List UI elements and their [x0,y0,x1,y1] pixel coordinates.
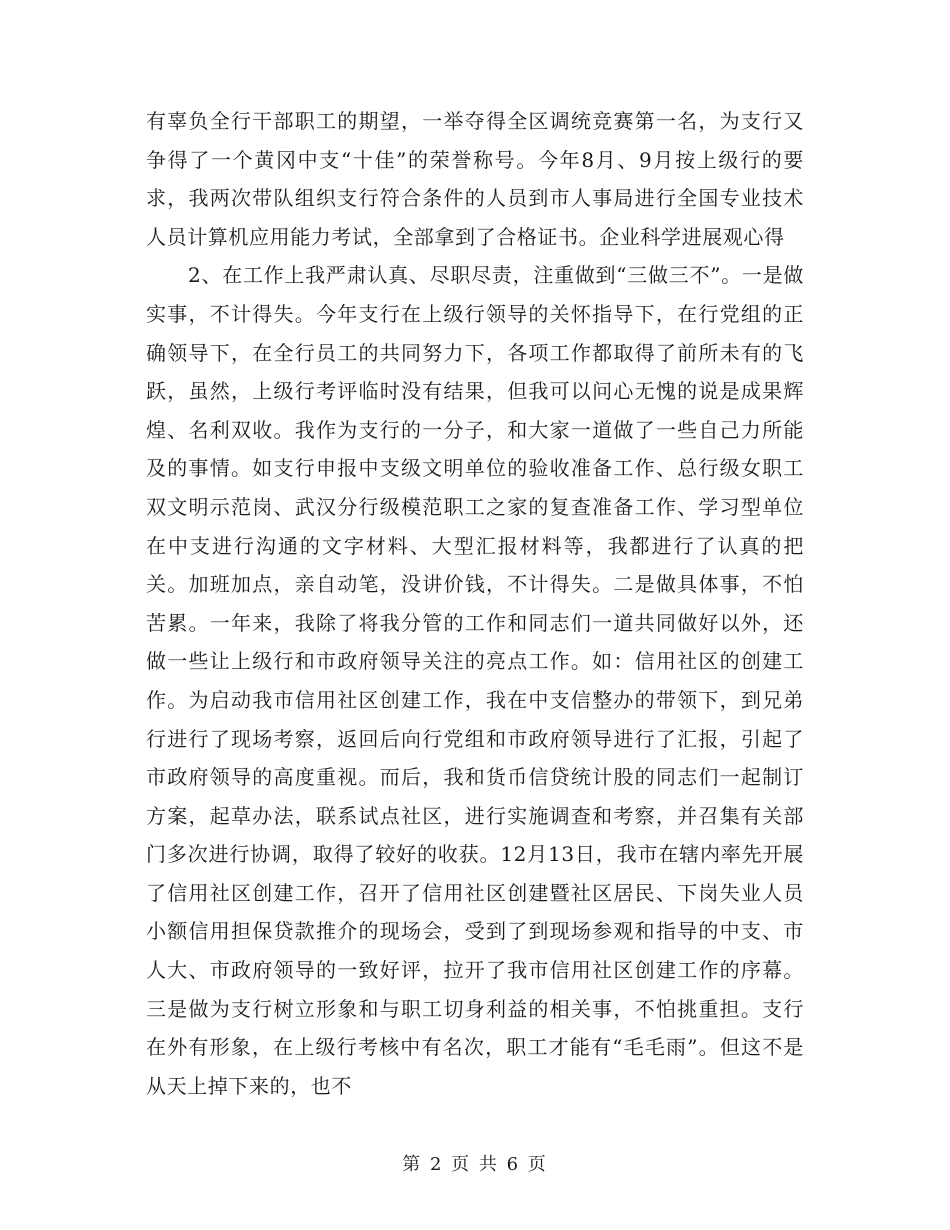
page-footer: 第 2 页 共 6 页 [402,1154,548,1175]
document-body [146,102,804,1105]
paragraph-2: 2、在工作上我严肃认真、尽职尽责，注重做到“三做三不”。一是做实事，不计得失。今年支行在上级行领导的关怀指导下，在行党组的正确领导下，在全行员工的共同努力下，各项工作都取得了前所未有的飞跃，虽然，上级行考评临时没有结果，但我可以问心无愧的说是成果辉煌、名利双收。我作为支行的一分子，和大家一道做了一些自己力所能及的事情。如支行申报中支级文明单位的验收准备工作、总行级女职工双文明示范岗、武汉分行级模范职工之家的复查准备工作、学习型单位在中支进行沟通的文字材料、大型汇报材料等，我都进行了认真的把关。加班加点，亲自动笔，没讲价钱，不计得失。二是做具体事，不怕苦累。一年来，我除了将我分管的工作和同志们一道共同做好以外，还做一些让上级行和市政府领导关注的亮点工作。如：信用社区的创建工作。为启动我市信用社区创建工作，我在中支信整办的带领下，到兄弟行进行了现场考察，返回后向行党组和市政府领导进行了汇报，引起了市政府领导的高度重视。而后，我和货币信贷统计股的同志们一起制订方案，起草办法，联系试点社区，进行实施调查和考察，并召集有关部门多次进行协调，取得了较好的收获。12月13日，我市在辖内率先开展了信用社区创建工作，召开了信用社区创建暨社区居民、下岗失业人员小额信用担保贷款推介的现场会，受到了到现场参观和指导的中支、市人大、市政府领导的一致好评，拉开了我市信用社区创建工作的序幕。三是做为支行树立形象和与职工切身利益的相关事，不怕挑重担。支行在外有形象，在上级行考核中有名次，职工才能有“毛毛雨”。但这不是从天上掉下来的，也不 [146,263,804,1098]
paragraph-1: 有辜负全行干部职工的期望，一举夺得全区调统竞赛第一名，为支行又争得了一个黄冈中支“十佳”的荣誉称号。今年8月、9月按上级行的要求，我两次带队组织支行符合条件的人员到市人事局进行全国专业技术人员计算机应用能力考试，全部拿到了合格证书。企业科学进展观心得 [146,109,804,249]
